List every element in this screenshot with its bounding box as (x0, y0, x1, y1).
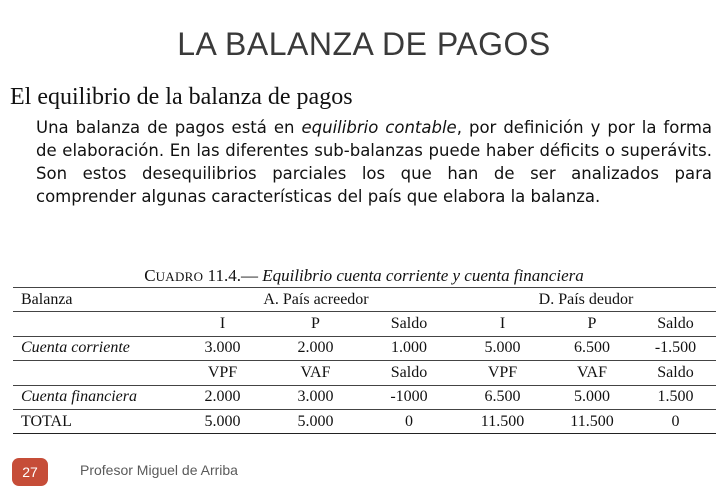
table-cell: 6.500 (549, 336, 635, 360)
table-cell: Saldo (362, 312, 456, 336)
table-cell: 5.000 (549, 385, 635, 409)
page-number-badge: 27 (12, 458, 48, 486)
paragraph-emphasis: equilibrio contable (301, 118, 457, 137)
caption-number: 11.4.— (203, 266, 263, 285)
header-pais-acreedor: A. País acreedor (176, 288, 456, 312)
table-row (13, 385, 716, 409)
table-cell: 2.000 (269, 336, 362, 360)
table-cell: -1.500 (635, 336, 716, 360)
header-balanza: Balanza (13, 288, 176, 312)
caption-initial: C (144, 266, 156, 285)
table-cell: VAF (549, 361, 635, 385)
row-label: Cuenta financiera (13, 385, 176, 409)
table-cell: VAF (269, 361, 362, 385)
slide-title: LA BALANZA DE PAGOS (177, 26, 551, 62)
table-cell: 11.500 (456, 409, 549, 433)
table-cell: Saldo (362, 361, 456, 385)
caption-title: Equilibrio cuenta corriente y cuenta financiera (262, 266, 584, 285)
body-paragraph (36, 116, 712, 208)
table-cell: VPF (456, 361, 549, 385)
table-cell: I (456, 312, 549, 336)
slide-subtitle: El equilibrio de la balanza de pagos (10, 84, 353, 110)
footer-author: Profesor Miguel de Arriba (80, 462, 238, 478)
table-cell: -1000 (362, 385, 456, 409)
table-header-row (13, 288, 716, 312)
table-row (13, 312, 716, 336)
table-cell: I (176, 312, 269, 336)
table-cell: Saldo (635, 361, 716, 385)
table-cell: 5.000 (456, 336, 549, 360)
table-caption (0, 266, 728, 286)
paragraph-text-end: , por definición y por la forma de elaboración. En las diferentes sub-balanzas puede haber déficits o superávits. Son estos desequilibrios parciales los que han de ser analizados para comprender algunas características del país que elabora la balanza. (36, 118, 713, 206)
header-pais-deudor: D. País deudor (456, 288, 716, 312)
table-cell: 1.000 (362, 336, 456, 360)
table-cell: 0 (635, 409, 716, 433)
row-label: Cuenta corriente (13, 336, 176, 360)
row-label (13, 312, 176, 336)
table-cell: P (269, 312, 362, 336)
table-cell: VPF (176, 361, 269, 385)
table-cell: 3.000 (176, 336, 269, 360)
row-label: TOTAL (13, 409, 176, 433)
row-label (13, 361, 176, 385)
table-row (13, 361, 716, 385)
paragraph-text-start: Una balanza de pagos está en (36, 118, 302, 137)
balance-table (13, 287, 716, 434)
table-cell: Saldo (635, 312, 716, 336)
table-row (13, 336, 716, 360)
table-cell: 0 (362, 409, 456, 433)
table-total-row (13, 409, 716, 433)
table-cell: P (549, 312, 635, 336)
table-cell: 6.500 (456, 385, 549, 409)
table-cell: 3.000 (269, 385, 362, 409)
table-cell: 11.500 (549, 409, 635, 433)
table-cell: 1.500 (635, 385, 716, 409)
table-cell: 5.000 (269, 409, 362, 433)
table-cell: 2.000 (176, 385, 269, 409)
table-cell: 5.000 (176, 409, 269, 433)
caption-smallcaps: UADRO (155, 269, 204, 284)
